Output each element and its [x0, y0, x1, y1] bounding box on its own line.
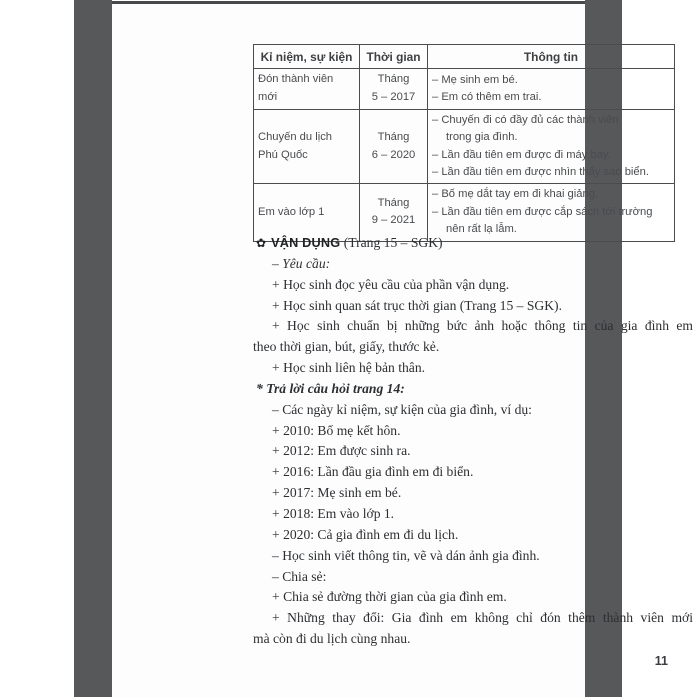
event-cell: Chuyến du lịch Phú Quốc [254, 110, 360, 184]
table-row [254, 69, 675, 110]
table-row [254, 110, 675, 184]
note-line: + Học sinh quan sát trục thời gian (Trang 15 – SGK). [272, 297, 562, 313]
note-line: + 2016: Lần đầu gia đình em đi biển. [272, 464, 474, 480]
note-line: + Những thay đổi: Gia đình em không chỉ đón thêm thành viên mới [272, 610, 693, 626]
note-line: + 2020: Cả gia đình em đi du lịch. [272, 526, 459, 542]
info-bullet: – Lần đầu tiên em được đi máy bay. [432, 148, 611, 161]
section-heading [253, 233, 693, 254]
info-bullet: – Mẹ sinh em bé. [432, 73, 518, 86]
time-year: 6 – 2020 [371, 148, 416, 161]
page [112, 4, 693, 697]
note-line: – Các ngày kỉ niệm, sự kiện của gia đình, ví dụ: [272, 401, 532, 417]
lesson-notes [253, 233, 693, 650]
note-line: mà còn đi du lịch cùng nhau. [253, 631, 411, 647]
note-line: + 2012: Em được sinh ra. [272, 443, 411, 459]
subsection-heading: * Trả lời câu hỏi trang 14: [256, 380, 405, 396]
note-line: + Chia sẻ đường thời gian của gia đình em. [272, 589, 507, 605]
time-cell [360, 69, 428, 110]
info-bullet: – Bố mẹ dắt tay em đi khai giảng. [432, 188, 599, 201]
time-year: 5 – 2017 [371, 91, 416, 103]
info-line-continuation: trong gia đình. [446, 131, 518, 144]
note-line: theo thời gian, bút, giấy, thước kẻ. [253, 339, 440, 355]
info-cell [428, 69, 675, 110]
section-reference: (Trang 15 – SGK) [340, 235, 443, 250]
time-year: 9 – 2021 [371, 214, 416, 227]
time-month: Tháng [377, 73, 410, 86]
memories-table-body [254, 69, 675, 242]
photo-background-left [74, 0, 112, 697]
note-line: + 2017: Mẹ sinh em bé. [272, 485, 402, 501]
note-line: + Học sinh đọc yêu cầu của phần vận dụng. [272, 276, 510, 292]
info-bullet: – Chuyến đi có đầy đủ các thành viên [432, 114, 619, 126]
info-bullet: – Em có thêm em trai. [432, 91, 542, 103]
note-line: + 2010: Bố mẹ kết hôn. [272, 422, 401, 438]
column-header: Thời gian [360, 45, 428, 69]
note-line: – Yêu cầu: [272, 255, 331, 271]
note-line: – Chia sẻ: [272, 568, 327, 584]
info-bullet: – Lần đầu tiên em được cắp sách tới trường [432, 205, 653, 218]
time-cell [360, 110, 428, 184]
page-number: 11 [654, 654, 668, 668]
info-line-continuation: nên rất lạ lẫm. [446, 223, 517, 236]
column-header: Thông tin [428, 45, 675, 69]
event-cell: Đón thành viên mới [254, 69, 360, 110]
flower-star-icon: ✿ [256, 236, 267, 250]
event-cell: Em vào lớp 1 [254, 184, 360, 241]
note-line: + Học sinh chuẩn bị những bức ảnh hoặc thông tin của gia đình em [272, 318, 693, 334]
memories-table [253, 44, 675, 242]
section-title: VẬN DỤNG [271, 236, 341, 250]
column-header: Kỉ niệm, sự kiện [254, 45, 360, 69]
time-month: Tháng [377, 130, 410, 143]
note-line: + 2018: Em vào lớp 1. [272, 505, 395, 521]
info-cell [428, 110, 675, 184]
note-line: + Học sinh liên hệ bản thân. [272, 360, 426, 376]
note-line: – Học sinh viết thông tin, vẽ và dán ảnh gia đình. [272, 547, 540, 563]
table-header-row [254, 45, 675, 69]
time-month: Tháng [377, 196, 410, 209]
info-bullet: – Lần đầu tiên em được nhìn thấy sao biển. [432, 166, 649, 179]
